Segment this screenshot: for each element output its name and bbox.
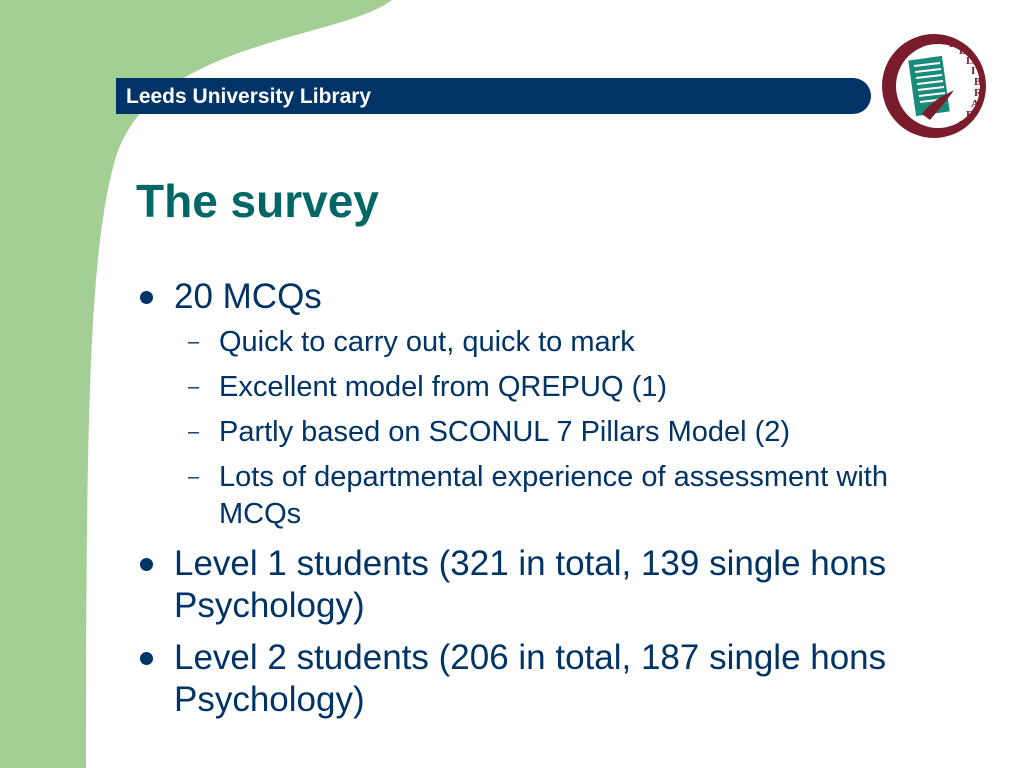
header-org-name: Leeds University Library — [126, 85, 372, 108]
logo-letter: E — [959, 45, 967, 57]
logo-letter: R — [974, 87, 982, 99]
sub-bullet-text: Excellent model from QREPUQ (1) — [219, 371, 668, 403]
the-library-logo — [874, 30, 994, 140]
bullet-list — [138, 276, 938, 721]
slide-title: The survey — [136, 175, 379, 227]
sub-bullet-text: Partly based on SCONUL 7 Pillars Model (2) — [219, 416, 791, 448]
dash-marker: – — [188, 376, 200, 398]
bullet-dot-icon — [140, 558, 153, 571]
sub-bullet-item — [174, 459, 938, 533]
bullet-dot-icon — [140, 291, 153, 304]
dash-marker: – — [188, 466, 200, 488]
bullet-text: 20 MCQs — [174, 277, 322, 316]
logo-letter: H — [949, 38, 958, 50]
logo-letter: R — [966, 109, 974, 121]
header-bar — [116, 78, 871, 114]
sub-bullet-item — [174, 414, 938, 451]
sub-bullet-text: Quick to carry out, quick to mark — [219, 326, 635, 358]
bullet-text: Level 1 students (321 in total, 139 single hons Psychology) — [174, 544, 887, 625]
logo-letter: L — [966, 55, 974, 67]
sub-bullet-text: Lots of departmental experience of assessment with MCQs — [219, 461, 888, 530]
logo-letter: A — [971, 98, 979, 110]
dash-marker: – — [188, 421, 200, 443]
logo-letter: Y — [959, 119, 967, 131]
logo-letter: B — [974, 76, 982, 88]
dash-marker: – — [188, 331, 200, 353]
bullet-item — [138, 637, 938, 721]
sub-bullet-item — [174, 324, 938, 361]
bullet-dot-icon — [140, 652, 153, 665]
sub-bullet-item — [174, 369, 938, 406]
bullet-item — [138, 543, 938, 627]
logo-letter: T — [937, 34, 945, 46]
bullet-item — [138, 276, 938, 533]
sub-bullet-list — [174, 324, 938, 533]
bullet-text: Level 2 students (206 in total, 187 single hons Psychology) — [174, 638, 887, 719]
logo-letter: I — [971, 65, 976, 77]
